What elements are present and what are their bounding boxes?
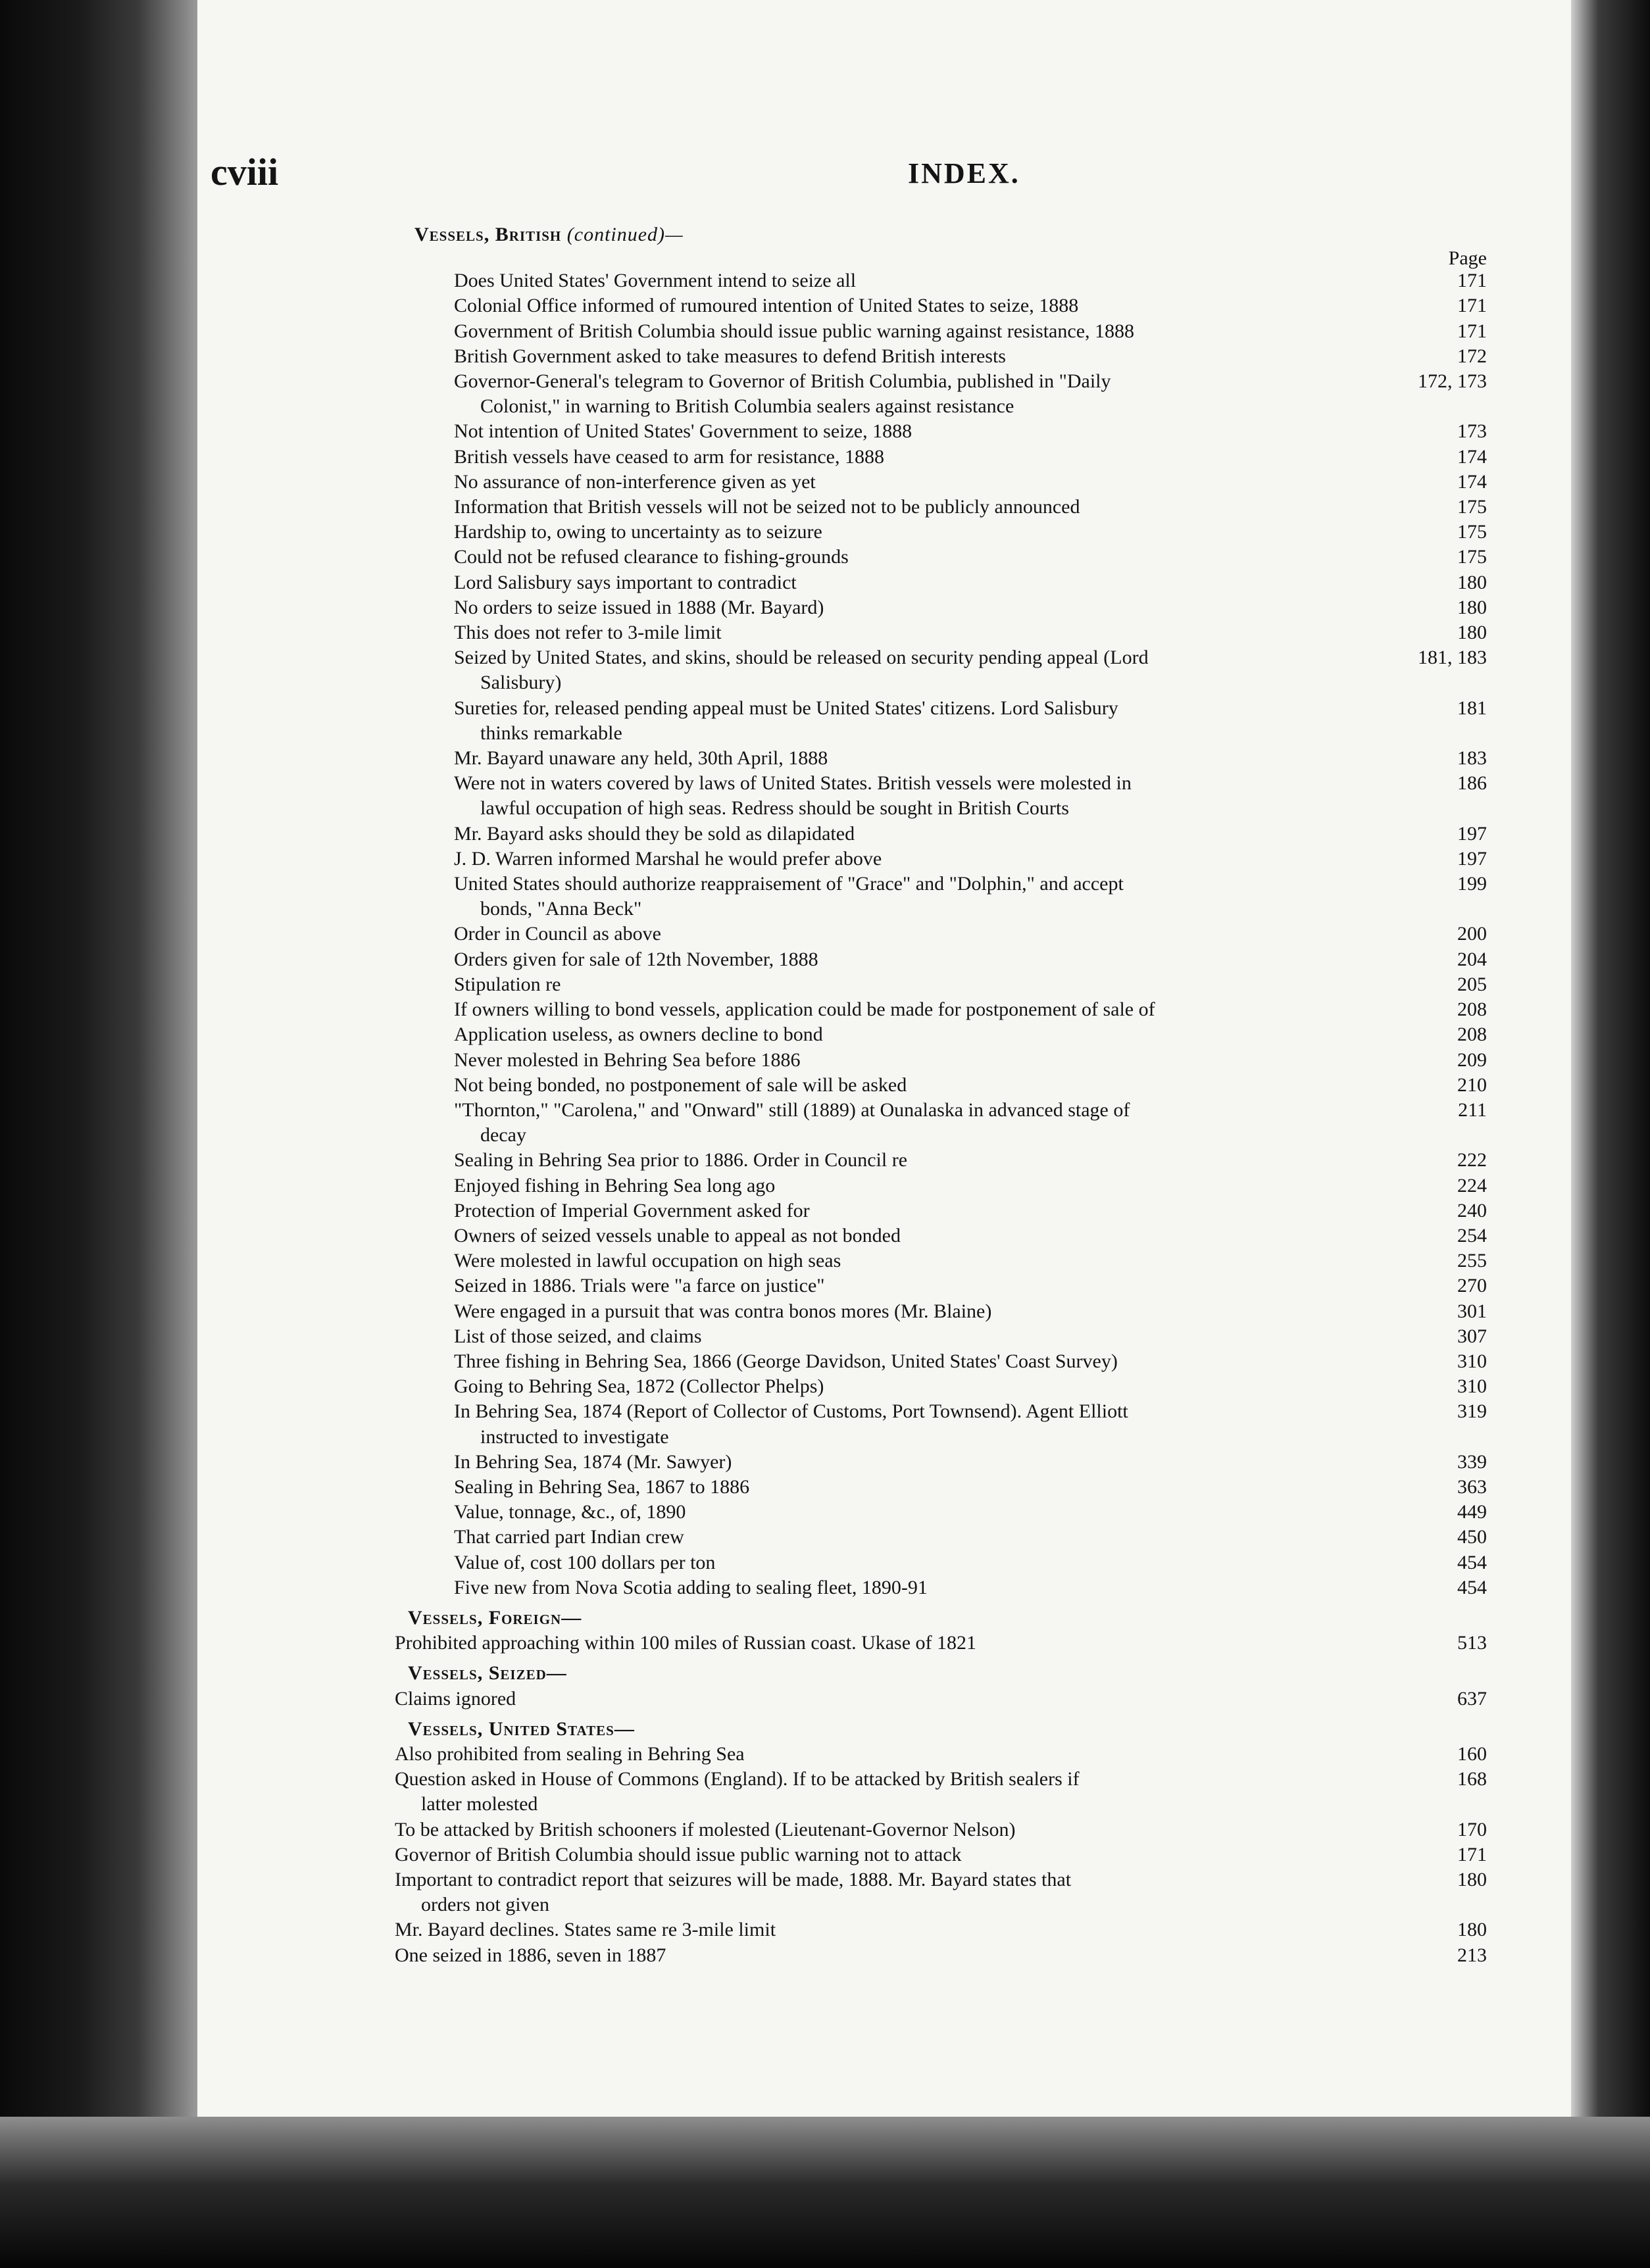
page-reference: 200 xyxy=(1457,923,1487,945)
page-reference: 637 xyxy=(1457,1687,1487,1710)
entry-line: That carried part Indian crew xyxy=(454,1526,684,1548)
index-entry xyxy=(355,1525,1487,1550)
entry-line: Owners of seized vessels unable to appeal as not bonded xyxy=(454,1224,901,1246)
page-edge-bottom xyxy=(0,2117,1650,2268)
index-entry xyxy=(355,922,1487,947)
entry-line: Sureties for, released pending appeal must be United States' citizens. Lord Salisbury xyxy=(454,697,1118,719)
entry-line: Value of, cost 100 dollars per ton xyxy=(454,1551,716,1573)
entry-line: Five new from Nova Scotia adding to sealing fleet, 1890-91 xyxy=(454,1576,928,1598)
entry-line: Important to contradict report that seizures will be made, 1888. Mr. Bayard states that xyxy=(395,1869,1072,1890)
index-entry xyxy=(355,1198,1487,1223)
index-entry xyxy=(355,1248,1487,1273)
entry-continuation: latter molested xyxy=(421,1793,538,1815)
entry-text xyxy=(355,746,1388,771)
entry-text xyxy=(355,696,1388,746)
index-entry xyxy=(355,344,1487,369)
entry-line: British Government asked to take measures to defend British interests xyxy=(454,345,1006,367)
index-entry xyxy=(355,545,1487,570)
page-reference: 454 xyxy=(1457,1551,1487,1573)
page-reference: 205 xyxy=(1457,973,1487,995)
index-entry xyxy=(355,1173,1487,1198)
entry-text xyxy=(355,1048,1388,1073)
index-entry xyxy=(355,1299,1487,1324)
entry-line: No assurance of non-interference given as yet xyxy=(454,470,816,493)
entry-line: This does not refer to 3-mile limit xyxy=(454,622,722,644)
page-reference: 310 xyxy=(1457,1350,1487,1372)
page-reference: 210 xyxy=(1457,1073,1487,1096)
index-entry xyxy=(355,620,1487,645)
entry-line: Enjoyed fishing in Behring Sea long ago xyxy=(454,1174,776,1196)
entry-text xyxy=(355,1073,1388,1098)
entry-text xyxy=(355,419,1388,444)
index-entry xyxy=(355,1575,1487,1600)
index-section xyxy=(355,1661,1487,1711)
entry-line: Not intention of United States' Government to seize, 1888 xyxy=(454,420,913,443)
page-reference: 181 xyxy=(1457,697,1487,719)
index-entry xyxy=(355,847,1487,872)
index-entry xyxy=(355,419,1487,444)
index-entry xyxy=(355,1742,1487,1767)
entry-text xyxy=(355,495,1388,520)
entry-continuation: decay xyxy=(480,1124,526,1146)
page-reference: 450 xyxy=(1457,1526,1487,1548)
page-reference: 173 xyxy=(1457,420,1487,443)
page-reference: 171 xyxy=(1457,1843,1487,1865)
page-reference: 186 xyxy=(1457,772,1487,795)
page-reference: 175 xyxy=(1457,546,1487,568)
entry-line: In Behring Sea, 1874 (Mr. Sawyer) xyxy=(454,1450,732,1473)
index-entry xyxy=(355,595,1487,620)
index-entry xyxy=(355,1867,1487,1917)
section-heading xyxy=(408,1717,1487,1742)
index-entry xyxy=(355,293,1487,318)
index-entry xyxy=(355,771,1487,821)
index-entry xyxy=(355,1349,1487,1374)
entry-line: Orders given for sale of 12th November, 1888 xyxy=(454,948,818,970)
entry-text xyxy=(355,1299,1388,1324)
page-reference: 449 xyxy=(1457,1501,1487,1523)
entry-continuation: Salisbury) xyxy=(480,672,562,694)
entry-text xyxy=(355,1399,1388,1449)
page-reference: 180 xyxy=(1457,622,1487,644)
page-reference: 180 xyxy=(1457,1869,1487,1890)
section-heading-text: Vessels, Seized— xyxy=(408,1662,567,1685)
entry-text xyxy=(355,1475,1388,1500)
entry-text xyxy=(355,1098,1388,1148)
index-entry xyxy=(355,1374,1487,1399)
entry-continuation: orders not given xyxy=(421,1894,549,1916)
entry-text xyxy=(355,947,1388,972)
index-entry xyxy=(355,268,1487,293)
entry-continuation: bonds, "Anna Beck" xyxy=(480,898,642,920)
page-reference: 254 xyxy=(1457,1224,1487,1246)
entry-text xyxy=(355,545,1388,570)
page-reference: 180 xyxy=(1457,596,1487,618)
page-reference: 180 xyxy=(1457,1919,1487,1941)
entry-text xyxy=(355,369,1388,419)
index-entry xyxy=(355,1022,1487,1047)
entry-line: Could not be refused clearance to fishing-grounds xyxy=(454,546,849,568)
page-reference: 168 xyxy=(1457,1768,1487,1790)
page-reference: 208 xyxy=(1457,1023,1487,1046)
entry-text xyxy=(355,1575,1388,1600)
index-entry xyxy=(355,1098,1487,1148)
page-reference: 255 xyxy=(1457,1250,1487,1272)
page-reference: 224 xyxy=(1457,1174,1487,1196)
entry-text xyxy=(355,1867,1388,1917)
index-entry xyxy=(355,746,1487,771)
entry-line: Claims ignored xyxy=(395,1687,516,1710)
entry-text xyxy=(355,1198,1388,1223)
entry-line: Does United States' Government intend to seize all xyxy=(454,270,857,292)
entry-line: If owners willing to bond vessels, application could be made for postponement of sale of xyxy=(454,998,1155,1021)
page-reference: 181, 183 xyxy=(1418,647,1487,669)
entry-line: Mr. Bayard declines. States same re 3-mile limit xyxy=(395,1919,776,1941)
page-reference: 301 xyxy=(1457,1300,1487,1322)
entry-line: Government of British Columbia should issue public warning against resistance, 1888 xyxy=(454,320,1135,342)
entry-text xyxy=(355,1223,1388,1248)
entry-text xyxy=(355,268,1388,293)
page-reference: 307 xyxy=(1457,1325,1487,1347)
index-entry xyxy=(355,319,1487,344)
entry-line: Going to Behring Sea, 1872 (Collector Phelps) xyxy=(454,1375,824,1398)
entry-continuation: lawful occupation of high seas. Redress should be sought in British Courts xyxy=(480,797,1069,820)
entry-text xyxy=(355,822,1388,847)
index-entry xyxy=(355,1817,1487,1842)
entry-line: In Behring Sea, 1874 (Report of Collector of Customs, Port Townsend). Agent Elliott xyxy=(454,1400,1128,1423)
index-body xyxy=(355,217,1487,1968)
entry-line: Stipulation re xyxy=(454,973,561,995)
page-reference: 175 xyxy=(1457,496,1487,518)
index-entry xyxy=(355,1550,1487,1575)
entry-text xyxy=(355,1917,1388,1942)
entry-line: Prohibited approaching within 100 miles of Russian coast. Ukase of 1821 xyxy=(395,1632,977,1654)
entry-text xyxy=(355,1374,1388,1399)
entry-text xyxy=(355,1631,1388,1656)
page-reference: 270 xyxy=(1457,1275,1487,1297)
entry-line: Hardship to, owing to uncertainty as to seizure xyxy=(454,521,822,543)
entry-text xyxy=(355,1687,1388,1712)
entry-text xyxy=(355,1248,1388,1273)
index-section xyxy=(355,1717,1487,1968)
index-entry xyxy=(355,1048,1487,1073)
entry-line: British vessels have ceased to arm for resistance, 1888 xyxy=(454,445,884,468)
entry-line: One seized in 1886, seven in 1887 xyxy=(395,1944,666,1966)
entry-line: Also prohibited from sealing in Behring Sea xyxy=(395,1742,745,1765)
entry-text xyxy=(355,922,1388,947)
entry-text xyxy=(355,1525,1388,1550)
entry-text xyxy=(355,520,1388,545)
entry-text xyxy=(355,470,1388,495)
index-entry xyxy=(355,1687,1487,1712)
continued-label: (continued)— xyxy=(561,224,684,245)
entry-line: List of those seized, and claims xyxy=(454,1325,702,1347)
index-entry xyxy=(355,997,1487,1022)
entry-text xyxy=(355,319,1388,344)
page-reference: 174 xyxy=(1457,470,1487,493)
index-entry xyxy=(355,520,1487,545)
page-reference: 213 xyxy=(1457,1944,1487,1966)
entry-continuation: instructed to investigate xyxy=(480,1425,669,1448)
page-reference: 197 xyxy=(1457,847,1487,870)
page-reference: 240 xyxy=(1457,1199,1487,1221)
page-folio: cviii xyxy=(211,151,279,193)
index-entry xyxy=(355,1073,1487,1098)
entry-text xyxy=(355,1349,1388,1374)
entry-line: Were not in waters covered by laws of United States. British vessels were molested in xyxy=(454,772,1132,795)
entry-line: Were molested in lawful occupation on high seas xyxy=(454,1250,841,1272)
entry-text xyxy=(355,293,1388,318)
entry-line: Question asked in House of Commons (England). If to be attacked by British sealers if xyxy=(395,1768,1080,1790)
page-reference: 211 xyxy=(1458,1098,1487,1121)
page-reference: 170 xyxy=(1457,1818,1487,1840)
index-entry xyxy=(355,972,1487,997)
index-entry xyxy=(355,1450,1487,1475)
page-reference: 222 xyxy=(1457,1149,1487,1171)
entry-line: Seized in 1886. Trials were "a farce on justice" xyxy=(454,1275,825,1297)
section-heading-text: Vessels, Foreign— xyxy=(408,1606,582,1629)
page-edge-right xyxy=(1571,0,1650,2268)
section-heading-text: Vessels, United States— xyxy=(408,1717,635,1740)
entry-line: Sealing in Behring Sea, 1867 to 1886 xyxy=(454,1475,750,1498)
index-entry xyxy=(355,1631,1487,1656)
index-entry xyxy=(355,1399,1487,1449)
entry-text xyxy=(355,645,1388,695)
page-reference: 171 xyxy=(1457,270,1487,292)
entry-text xyxy=(355,1943,1388,1968)
entry-text xyxy=(355,847,1388,872)
entry-line: To be attacked by British schooners if molested (Lieutenant-Governor Nelson) xyxy=(395,1818,1016,1840)
entry-text xyxy=(355,1324,1388,1349)
page-reference: 204 xyxy=(1457,948,1487,970)
index-entry xyxy=(355,1148,1487,1173)
page-reference: 197 xyxy=(1457,822,1487,845)
page-reference: 513 xyxy=(1457,1632,1487,1654)
page-reference: 172 xyxy=(1457,345,1487,367)
page-reference: 160 xyxy=(1457,1742,1487,1765)
index-entry xyxy=(355,1223,1487,1248)
entry-text xyxy=(355,1273,1388,1298)
entry-line: United States should authorize reappraisement of "Grace" and "Dolphin," and accept xyxy=(454,873,1124,895)
page-reference: 180 xyxy=(1457,571,1487,593)
section-heading xyxy=(408,1606,1487,1631)
index-entry xyxy=(355,1917,1487,1942)
index-section xyxy=(355,1606,1487,1656)
running-title: INDEX. xyxy=(908,157,1020,189)
section-heading xyxy=(408,1661,1487,1686)
index-entry xyxy=(355,1273,1487,1298)
entry-line: Three fishing in Behring Sea, 1866 (George Davidson, United States' Coast Survey) xyxy=(454,1350,1118,1372)
entry-text xyxy=(355,1450,1388,1475)
entry-line: Colonial Office informed of rumoured intention of United States to seize, 1888 xyxy=(454,295,1079,317)
entry-line: "Thornton," "Carolena," and "Onward" still (1889) at Ounalaska in advanced stage of xyxy=(454,1098,1130,1121)
entry-text xyxy=(355,344,1388,369)
entry-text xyxy=(355,872,1388,922)
entry-continuation: thinks remarkable xyxy=(480,722,622,744)
index-entry xyxy=(355,1842,1487,1867)
index-entry xyxy=(355,445,1487,470)
entry-text xyxy=(355,1500,1388,1525)
page-column-header: Page xyxy=(1448,247,1487,270)
entry-text xyxy=(355,1842,1388,1867)
entry-line: Governor-General's telegram to Governor of British Columbia, published in "Daily xyxy=(454,370,1111,393)
book-spine-shadow xyxy=(0,0,197,2268)
page-reference: 171 xyxy=(1457,320,1487,342)
section-heading-text: Vessels, British xyxy=(414,224,562,245)
page-reference: 310 xyxy=(1457,1375,1487,1398)
entry-line: Information that British vessels will not be seized not to be publicly announced xyxy=(454,496,1080,518)
entry-line: Mr. Bayard asks should they be sold as dilapidated xyxy=(454,822,855,845)
entry-text xyxy=(355,771,1388,821)
entry-line: Protection of Imperial Government asked for xyxy=(454,1199,810,1221)
entry-text xyxy=(355,595,1388,620)
index-entry xyxy=(355,645,1487,695)
page-reference: 175 xyxy=(1457,521,1487,543)
entry-line: Application useless, as owners decline to bond xyxy=(454,1023,823,1046)
entry-text xyxy=(355,1742,1388,1767)
entry-line: Value, tonnage, &c., of, 1890 xyxy=(454,1501,686,1523)
entry-text xyxy=(355,1550,1388,1575)
entry-line: Lord Salisbury says important to contradict xyxy=(454,571,797,593)
index-entry xyxy=(355,495,1487,520)
page-reference: 174 xyxy=(1457,445,1487,468)
index-entry xyxy=(355,470,1487,495)
entry-text xyxy=(355,997,1388,1022)
entry-line: Not being bonded, no postponement of sale will be asked xyxy=(454,1073,907,1096)
entry-line: Mr. Bayard unaware any held, 30th April, 1888 xyxy=(454,747,828,770)
index-entry xyxy=(355,1324,1487,1349)
entry-line: Governor of British Columbia should issue public warning not to attack xyxy=(395,1843,962,1865)
entry-text xyxy=(355,1817,1388,1842)
entry-text xyxy=(355,1022,1388,1047)
page-reference: 199 xyxy=(1457,873,1487,895)
entry-continuation: Colonist," in warning to British Columbia sealers against resistance xyxy=(480,395,1014,418)
entry-line: Seized by United States, and skins, should be released on security pending appeal (Lord xyxy=(454,647,1149,669)
entry-text xyxy=(355,445,1388,470)
page-reference: 209 xyxy=(1457,1048,1487,1071)
entry-text xyxy=(355,1767,1388,1817)
entry-line: Never molested in Behring Sea before 1886 xyxy=(454,1048,801,1071)
entry-line: Order in Council as above xyxy=(454,923,661,945)
section-heading xyxy=(414,222,1487,247)
index-entry xyxy=(355,947,1487,972)
index-entry xyxy=(355,1767,1487,1817)
entry-text xyxy=(355,570,1388,595)
entry-text xyxy=(355,972,1388,997)
entry-line: No orders to seize issued in 1888 (Mr. Bayard) xyxy=(454,596,824,618)
entry-line: Sealing in Behring Sea prior to 1886. Order in Council re xyxy=(454,1149,908,1171)
page-reference: 183 xyxy=(1457,747,1487,770)
index-entry xyxy=(355,696,1487,746)
entry-line: J. D. Warren informed Marshal he would prefer above xyxy=(454,847,882,870)
index-entry xyxy=(355,1943,1487,1968)
page-reference: 339 xyxy=(1457,1450,1487,1473)
entry-line: Were engaged in a pursuit that was contra bonos mores (Mr. Blaine) xyxy=(454,1300,992,1322)
entry-text xyxy=(355,620,1388,645)
entry-text xyxy=(355,1173,1388,1198)
index-entry xyxy=(355,1475,1487,1500)
index-entry xyxy=(355,1500,1487,1525)
page-reference: 172, 173 xyxy=(1418,370,1487,393)
page-reference: 454 xyxy=(1457,1576,1487,1598)
index-section xyxy=(355,222,1487,1600)
entry-text xyxy=(355,1148,1388,1173)
index-entry xyxy=(355,872,1487,922)
page-reference: 363 xyxy=(1457,1475,1487,1498)
page-reference: 171 xyxy=(1457,295,1487,317)
index-entry xyxy=(355,570,1487,595)
index-entry xyxy=(355,369,1487,419)
page-reference: 319 xyxy=(1457,1400,1487,1423)
index-entry xyxy=(355,822,1487,847)
page-reference: 208 xyxy=(1457,998,1487,1021)
